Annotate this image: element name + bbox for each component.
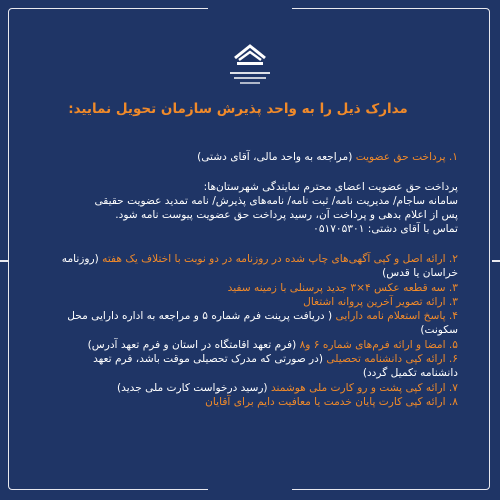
item-prefix: ۶. ارائه کپی دانشنامه تحصیلی (326, 353, 458, 365)
item-detail: ( دریافت پرینت فرم شماره ۵ و مراجعه به اداره دارایی محل (67, 310, 336, 322)
item-detail: (مراجعه به واحد مالی، آقای دشتی) (197, 151, 356, 163)
item-photos: ۳. سه قطعه عکس ۴×۳ جدید پرسنلی با زمینه سفید (227, 282, 458, 294)
item-tax-inquiry (18, 309, 458, 324)
frame-gap-bottom (208, 484, 292, 496)
item-membership-fee (18, 150, 458, 165)
membership-title: پرداخت حق عضویت اعضای محترم نمایندگی شهرستان‌ها: (203, 181, 458, 193)
item-detail: (در صورتی که مدرک تحصیلی موقت باشد، فرم تعهد (93, 353, 327, 365)
item-detail: (روزنامه (61, 253, 103, 265)
frame-gap-top (208, 2, 292, 16)
membership-line: پس از اعلام بدهی و پرداخت آن، رسید پرداخت حق عضویت پیوست نامه شود. (115, 209, 458, 221)
left-edge-mark (0, 260, 8, 262)
item-newspaper-ads (18, 252, 458, 267)
item-detail: (رسید درخواست کارت ملی جدید) (117, 382, 271, 394)
page-heading: مدارک ذیل را به واحد پذیرش سازمان تحویل نمایید: (68, 101, 408, 117)
item-prefix: ۵. امضا و ارائه فرم‌های شماره ۶ و۸ (299, 339, 458, 351)
item-forms (18, 338, 458, 353)
item-detail: (فرم تعهد اقامتگاه در استان و فرم تعهد آدرس) (87, 339, 300, 351)
item-continuation: سکونت) (420, 324, 458, 336)
membership-line: سامانه ساجام/ مدیریت نامه/ ثبت نامه/ نامه‌های پذیرش/ نامه تمدید عضویت حقیقی (94, 195, 458, 207)
item-continuation: دانشنامه تکمیل گردد) (362, 367, 458, 379)
logo-caption-icon (226, 70, 274, 90)
right-edge-mark (492, 260, 500, 262)
item-national-card (18, 381, 458, 396)
membership-contact: تماس با آقای دشتی: ۰۵۱۷۰۵۳۰۱ (313, 223, 458, 235)
item-prefix: ۲. ارائه اصل و کپی آگهی‌های چاپ شده در روزنامه در دو نوبت با اختلاف یک هفته (102, 253, 458, 265)
item-prefix: ۷. ارائه کپی پشت و رو کارت ملی هوشمند (270, 382, 458, 394)
item-prefix: ۱. پرداخت حق عضویت (355, 151, 458, 163)
item-license: ۳. ارائه تصویر آخرین پروانه اشتغال (303, 296, 458, 308)
item-continuation: خراسان یا قدس) (382, 267, 458, 279)
item-degree (18, 352, 458, 367)
item-prefix: ۴. پاسخ استعلام نامه دارایی (335, 310, 458, 322)
item-military-card: ۸. ارائه کپی کارت پایان خدمت یا معافیت دایم برای آقایان (205, 396, 458, 408)
